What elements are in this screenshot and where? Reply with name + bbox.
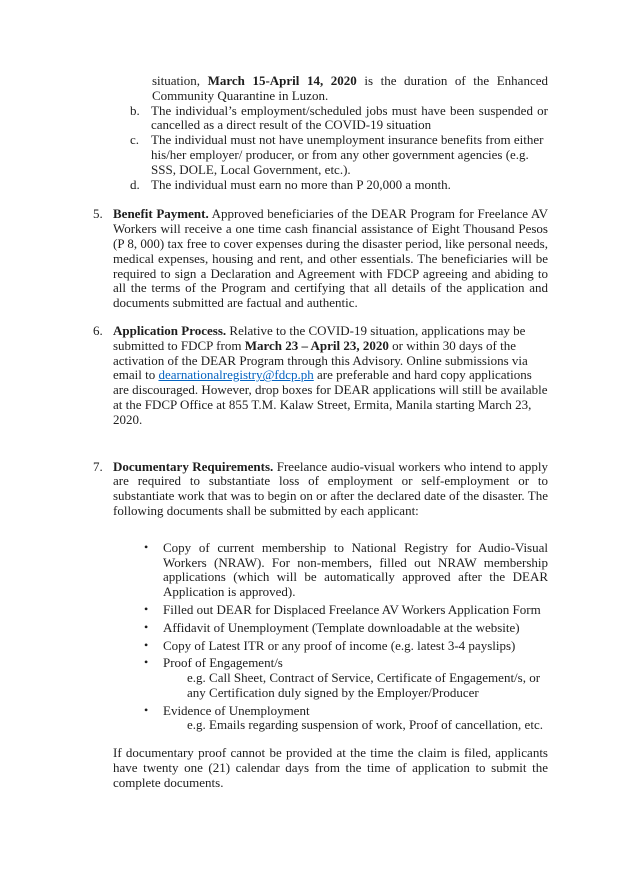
bullet-icon: • (144, 702, 149, 717)
application-process-text-2: or within 30 days of the activation of the DEAR Program through this Advisory. Online submissions via email to (113, 337, 528, 383)
email-link[interactable]: dearnationalregistry@fdcp.ph (158, 367, 314, 383)
documentary-requirements-body: Freelance audio-visual workers who intend to apply are required to substantiate loss of employment or self-employment or to substantiate work that was to begin on or after the declared date of the disaster. The following documents shall be submitted by each applicant: (113, 458, 548, 518)
numbered-item-application-process (93, 324, 548, 428)
item-number-5: 5. (93, 206, 103, 222)
bullet-item-dear-form (142, 603, 548, 618)
ecq-duration-dates: March 15-April 14, 2020 (207, 73, 357, 88)
bullet-item-itr (142, 639, 548, 654)
bullet-sub-example: e.g. Call Sheet, Contract of Service, Certificate of Engagement/s, or any Certification duly signed by the Employer/Producer (187, 670, 541, 700)
item-letter-c: c. (130, 132, 140, 148)
bullet-icon: • (144, 601, 149, 616)
item-letter-b: b. (130, 102, 140, 118)
numbered-item-benefit-payment (93, 207, 548, 311)
requirements-bullet-list (142, 541, 548, 734)
bullet-icon: • (144, 637, 149, 652)
lettered-item-b (93, 104, 548, 134)
item-number-7: 7. (93, 458, 103, 474)
lettered-item-d (93, 178, 548, 193)
bullet-text: Proof of Engagement/s (163, 655, 283, 671)
documentary-requirements-heading: Documentary Requirements. (113, 458, 274, 474)
bullet-sub-example: e.g. Emails regarding suspension of work, Proof of cancellation, etc. (187, 717, 543, 733)
lettered-item-d-text: The individual must earn no more than P 20,000 a month. (151, 176, 451, 192)
lettered-item-c-text: The individual must not have unemployment insurance benefits from either his/her employer/ producer, or from any other government agencies (e.g. SSS, DOLE, Local Government, etc.). (151, 132, 544, 177)
application-process-heading: Application Process. (113, 322, 227, 338)
bullet-text: Filled out DEAR for Displaced Freelance AV Workers Application Form (163, 601, 541, 617)
intro-text-end: is the duration of the Enhanced Community Quarantine in Luzon. (152, 73, 548, 103)
bullet-item-affidavit (142, 621, 548, 636)
benefit-payment-body: Approved beneficiaries of the DEAR Program for Freelance AV Workers will receive a one time cash financial assistance of Eight Thousand Pesos (P 8, 000) tax free to cover expenses during the disaster period, like personal needs, medical expenses, housing and rent, and other essentials. The beneficiaries will be required to sign a Declaration and Agreement with FDCP agreeing and abiding to all the terms of the Program and certifying that all details of the application and documents submitted are factual and authentic. (113, 206, 549, 311)
item-letter-d: d. (130, 176, 140, 192)
benefit-payment-heading: Benefit Payment. (113, 206, 209, 222)
bullet-text: Copy of Latest ITR or any proof of income (e.g. latest 3-4 payslips) (163, 637, 516, 653)
lettered-item-c (93, 133, 548, 177)
bullet-item-proof-of-engagement (142, 656, 548, 700)
bullet-item-nraw-membership (142, 541, 548, 600)
application-process-text-3: are preferable and hard copy applications are discouraged. However, drop boxes for DEAR applications will still be available at the FDCP Office at 855 T.M. Kalaw Street, Ermita, Manila starting March 23, 2020. (113, 367, 548, 427)
bullet-icon: • (144, 619, 149, 634)
bullet-text: Copy of current membership to National Registry for Audio-Visual Workers (NRAW). For non-members, filled out NRAW membership applications (which will be automatically approved after the DEAR Application is approved). (163, 539, 548, 600)
item-number-6: 6. (93, 322, 103, 338)
closing-paragraph: If documentary proof cannot be provided at the time the claim is filed, applicants have twenty one (21) calendar days from the time of application to submit the complete documents. (113, 745, 548, 790)
lettered-list (93, 104, 548, 193)
bullet-text: Affidavit of Unemployment (Template downloadable at the website) (163, 619, 520, 635)
application-process-text-1: Relative to the COVID-19 situation, applications may be submitted to FDCP from (113, 322, 526, 353)
numbered-item-documentary-requirements (93, 460, 548, 519)
intro-paragraph (93, 74, 548, 104)
bullet-item-evidence-of-unemployment (142, 704, 548, 734)
bullet-text: Evidence of Unemployment (163, 702, 310, 718)
lettered-item-b-text: The individual’s employment/scheduled jobs must have been suspended or cancelled as a direct result of the COVID-19 situation (151, 102, 548, 133)
bullet-icon: • (144, 655, 149, 670)
bullet-icon: • (144, 539, 149, 554)
intro-text-start: situation, (152, 73, 208, 88)
application-window-dates: March 23 – April 23, 2020 (244, 337, 389, 353)
